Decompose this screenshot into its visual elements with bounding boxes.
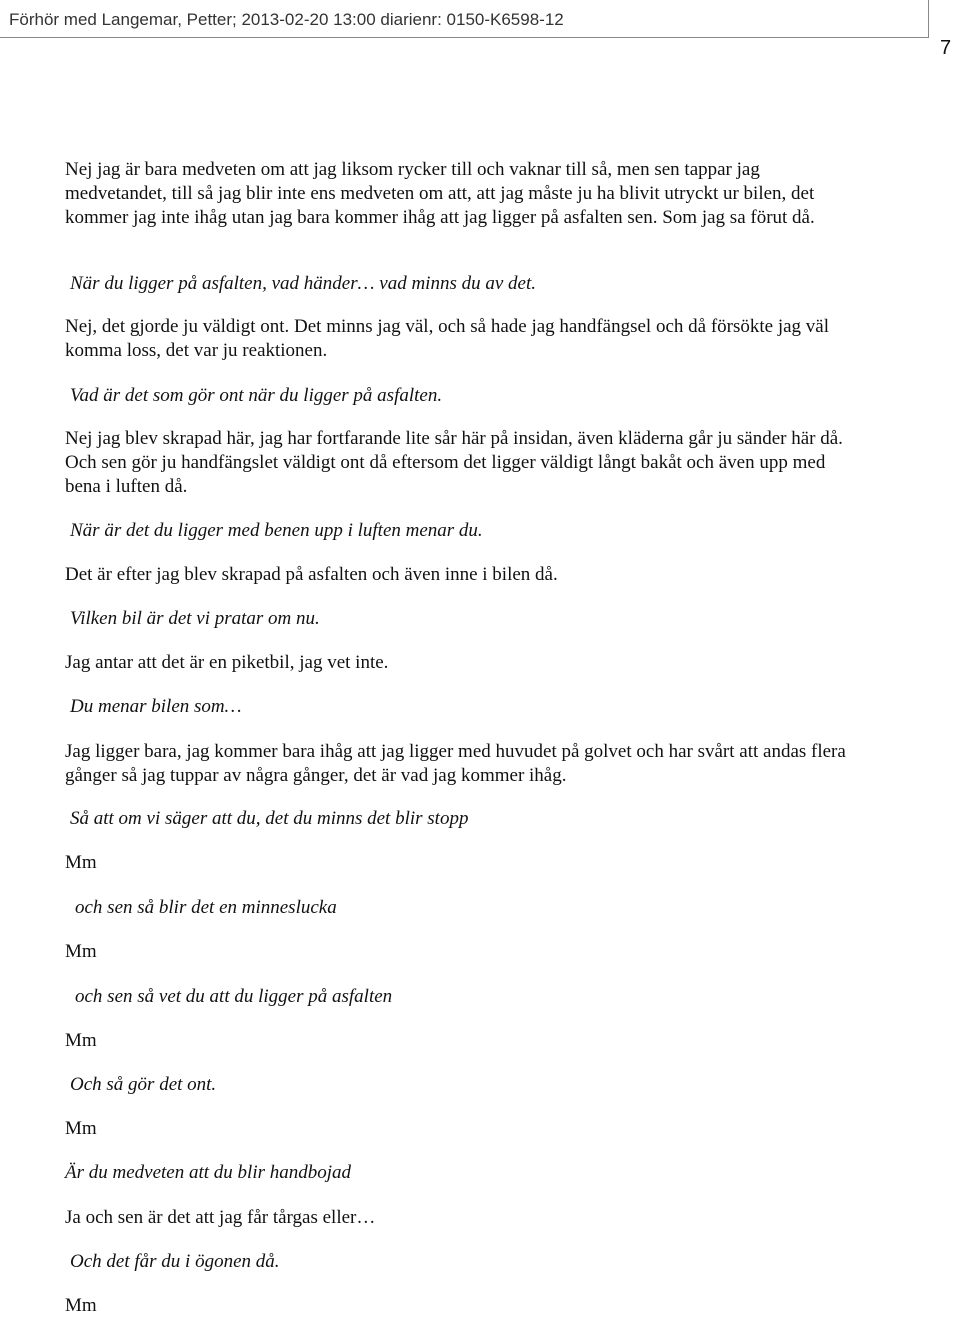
question-paragraph: Och så gör det ont. — [70, 1074, 217, 1095]
question-paragraph: Du menar bilen som… — [70, 696, 242, 717]
answer-paragraph: Jag ligger bara, jag kommer bara ihåg att jag ligger med huvudet på golvet och har svårt att andas flera gånger så jag tuppar av några gånger, det är vad jag kommer ihåg. — [65, 741, 846, 786]
question-paragraph: och sen så vet du att du ligger på asfalten — [75, 986, 393, 1007]
question-paragraph: När är det du ligger med benen upp i luften menar du. — [70, 520, 483, 541]
header-title: Förhör med Langemar, Petter; 2013-02-20 13:00 diarienr: 0150-K6598-12 — [9, 10, 564, 29]
page-header — [0, 0, 929, 38]
answer-paragraph: Nej jag är bara medveten om att jag liksom rycker till och vaknar till så, men sen tappar jag medvetandet, till så jag blir inte ens medveten om att, att jag måste ju ha blivit utryckt ur bilen, det kommer jag inte ihåg utan jag bara kommer ihåg att jag ligger på asfalten sen. Som jag sa förut då. — [65, 159, 815, 228]
question-paragraph: och sen så blir det en minneslucka — [75, 897, 337, 918]
answer-paragraph: Nej, det gjorde ju väldigt ont. Det minns jag väl, och så hade jag handfängsel och då försökte jag väl komma loss, det var ju reaktionen. — [65, 316, 830, 361]
page-number: 7 — [940, 37, 952, 59]
answer-paragraph: Mm — [65, 1118, 97, 1139]
question-paragraph: Är du medveten att du blir handbojad — [65, 1162, 352, 1183]
question-paragraph: Och det får du i ögonen då. — [70, 1251, 280, 1272]
answer-paragraph: Mm — [65, 1030, 97, 1051]
answer-paragraph: Mm — [65, 1295, 97, 1316]
question-paragraph: När du ligger på asfalten, vad händer… vad minns du av det. — [70, 273, 536, 294]
answer-paragraph: Mm — [65, 852, 97, 873]
question-paragraph: Vilken bil är det vi pratar om nu. — [70, 608, 320, 629]
answer-paragraph: Det är efter jag blev skrapad på asfalten och även inne i bilen då. — [65, 564, 558, 585]
question-paragraph: Vad är det som gör ont när du ligger på asfalten. — [70, 385, 443, 406]
answer-paragraph: Jag antar att det är en piketbil, jag vet inte. — [65, 652, 389, 673]
answer-paragraph: Nej jag blev skrapad här, jag har fortfarande lite sår här på insidan, även kläderna går ju sänder här då. Och sen gör ju handfängslet väldigt ont då eftersom det ligger väldigt långt bakåt och även upp med bena i luften då. — [65, 428, 843, 497]
answer-paragraph: Mm — [65, 941, 97, 962]
answer-paragraph: Ja och sen är det att jag får tårgas eller… — [65, 1207, 376, 1228]
question-paragraph: Så att om vi säger att du, det du minns det blir stopp — [70, 808, 469, 829]
